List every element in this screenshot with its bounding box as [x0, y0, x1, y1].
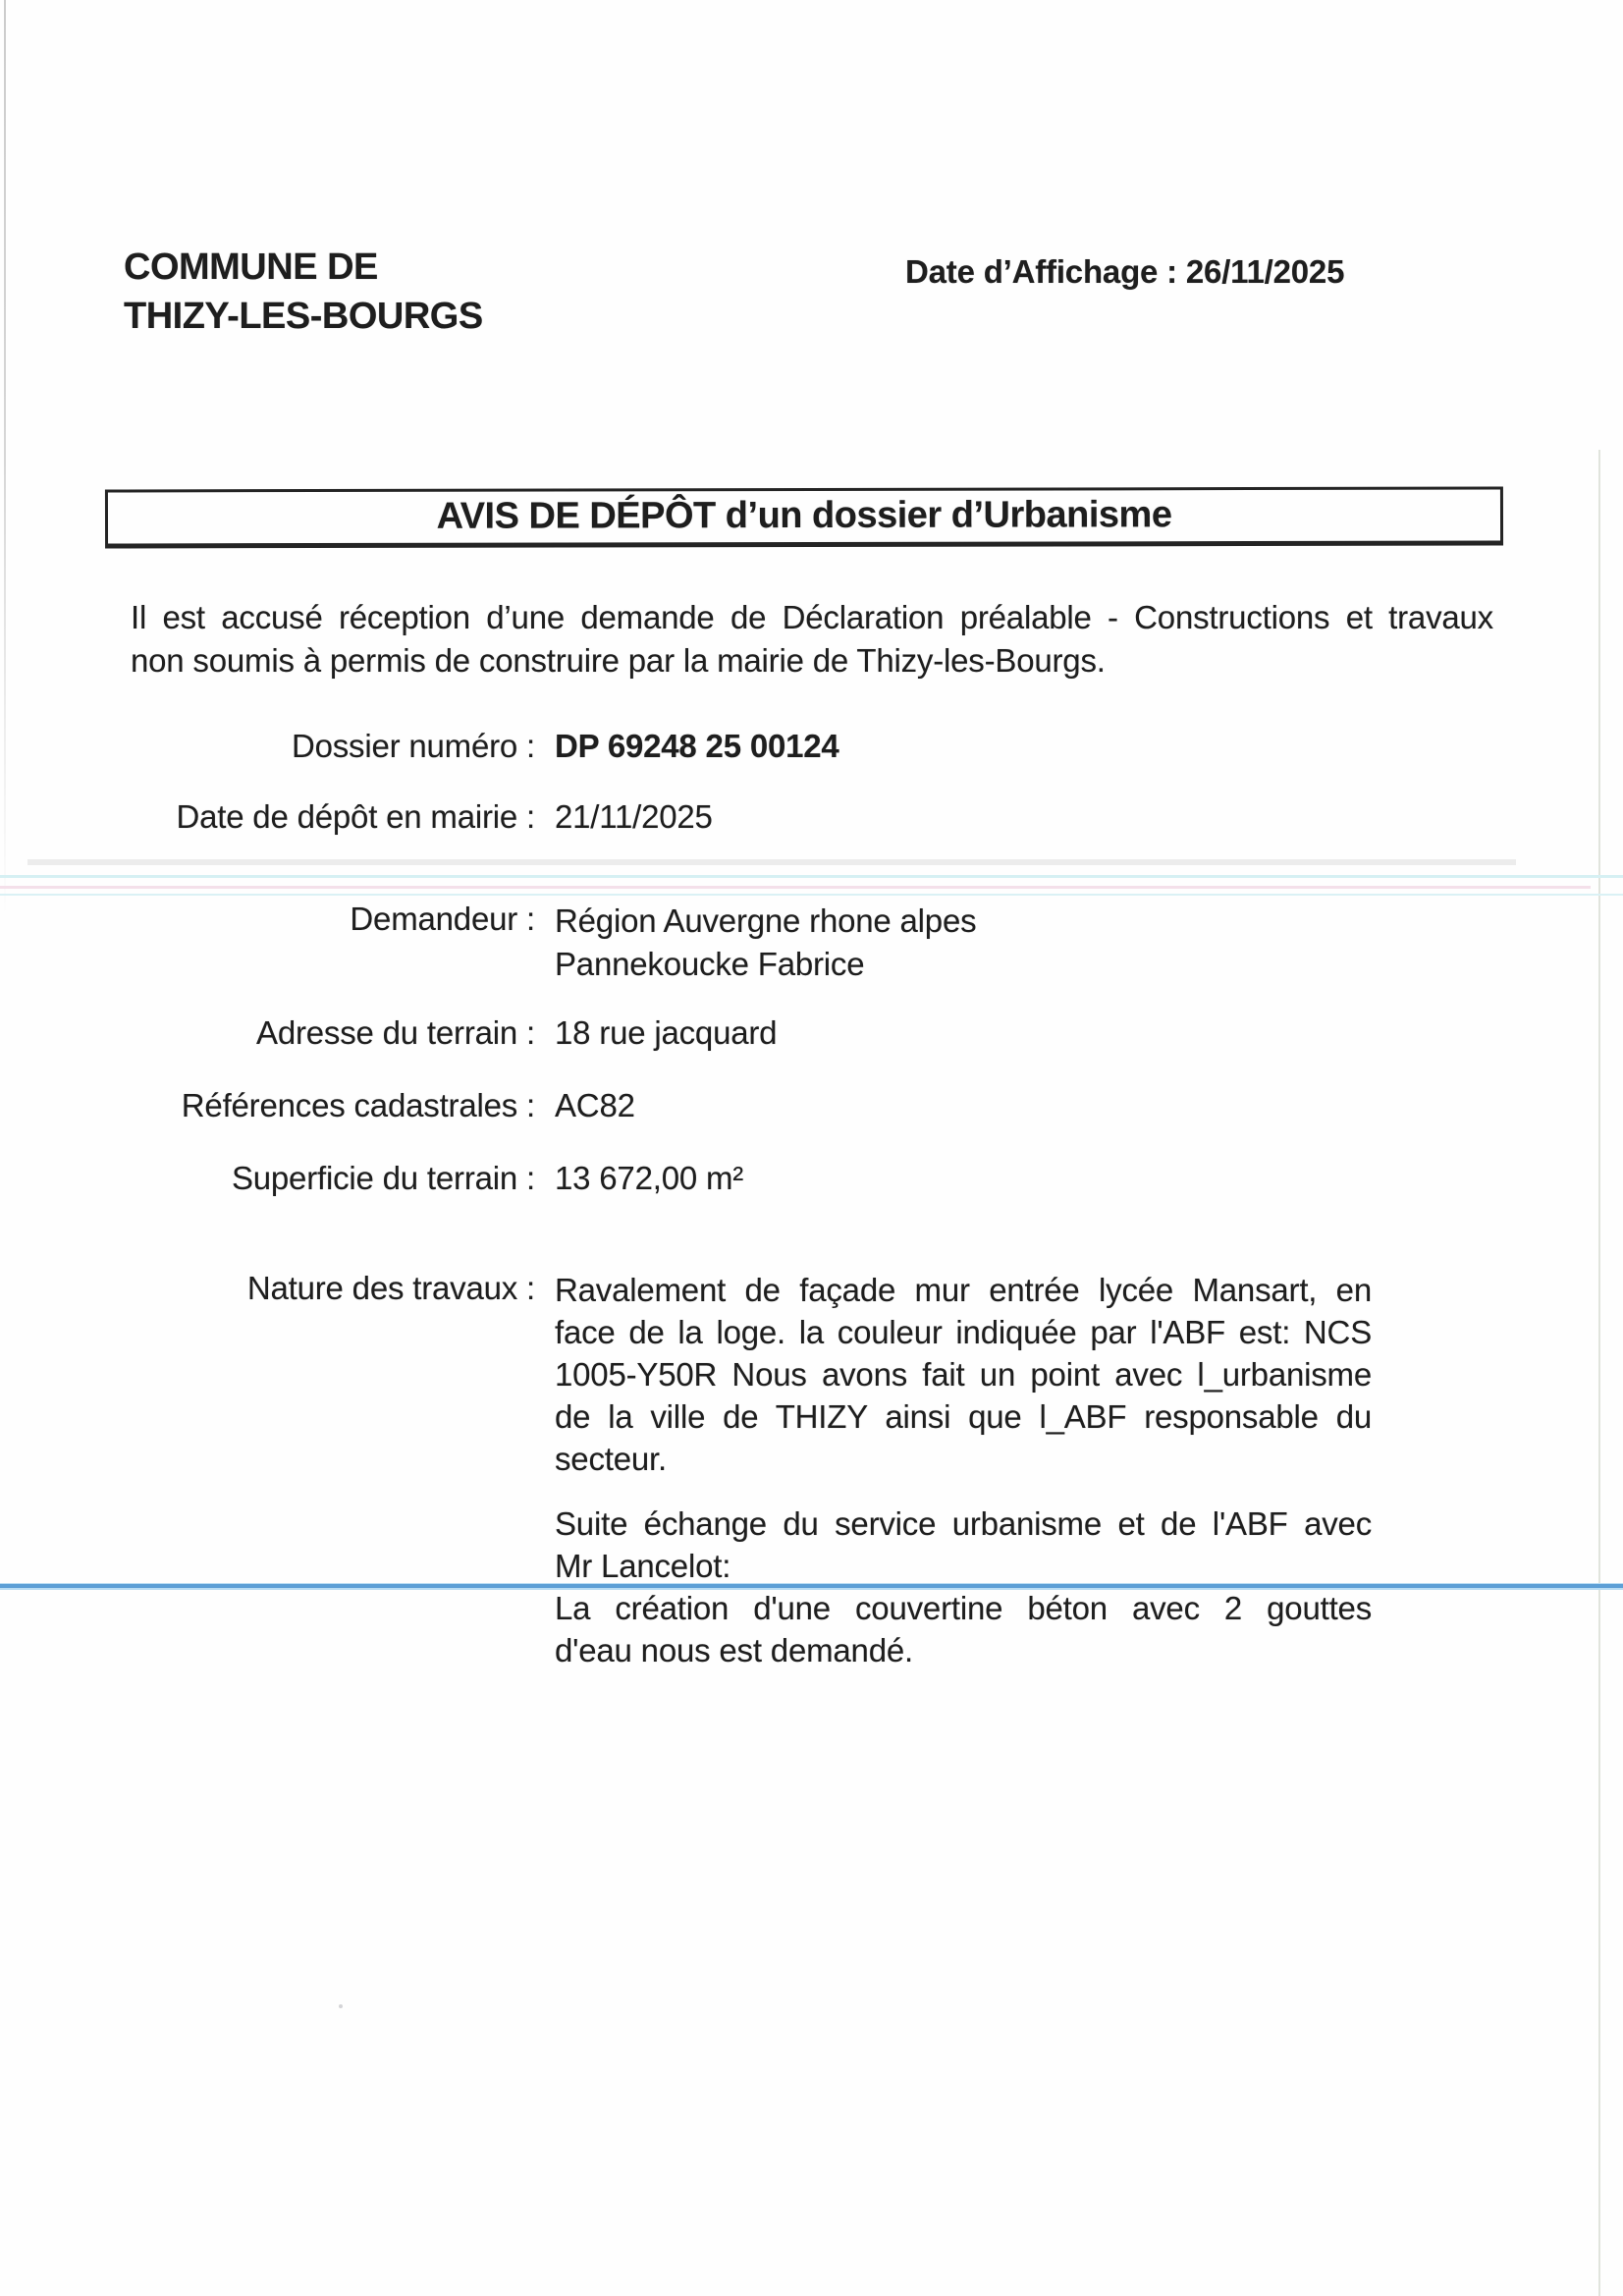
commune-name-line2: THIZY-LES-BOURGS	[124, 296, 483, 337]
title-box	[105, 487, 1503, 549]
references-label: Références cadastrales :	[181, 1087, 535, 1123]
date-affichage: Date d’Affichage : 26/11/2025	[905, 253, 1345, 290]
scan-dust-speck	[339, 2004, 343, 2008]
adresse-value: 18 rue jacquard	[555, 1014, 778, 1051]
references-value: AC82	[555, 1087, 635, 1123]
note-line-4: d'eau nous est demandé.	[555, 1632, 913, 1668]
dossier-value: DP 69248 25 00124	[555, 728, 839, 764]
note-paragraph	[555, 1503, 1372, 1671]
commune-header	[124, 243, 483, 341]
commune-name-line1: COMMUNE DE	[124, 246, 378, 288]
depot-label: Date de dépôt en mairie :	[176, 798, 535, 835]
scan-artifact-pink-line	[0, 886, 1591, 889]
nature-value	[555, 1269, 1372, 1480]
dossier-label: Dossier numéro :	[291, 728, 535, 764]
note-line-1: Suite échange du service urbanisme et de l'ABF avec	[555, 1505, 1372, 1542]
adresse-label: Adresse du terrain :	[256, 1014, 535, 1051]
scan-edge-line-right	[1598, 450, 1600, 2296]
demandeur-value	[555, 900, 1372, 986]
intro-paragraph	[131, 596, 1493, 683]
nature-line-3: 1005-Y50R Nous avons fait un point avec l_urbanisme	[555, 1356, 1372, 1393]
depot-value: 21/11/2025	[555, 798, 713, 835]
superficie-value: 13 672,00 m²	[555, 1160, 744, 1196]
nature-line-2: face de la loge. la couleur indiquée par l'ABF est: NCS	[555, 1314, 1372, 1350]
demandeur-value-line1: Région Auvergne rhone alpes	[555, 902, 977, 939]
intro-line-1: Il est accusé réception d’une demande de Déclaration préalable - Constructions et travaux	[131, 599, 1493, 635]
scan-artifact-gray-band	[27, 859, 1516, 865]
demandeur-label: Demandeur :	[350, 901, 535, 937]
scan-edge-line-left	[4, 0, 6, 2296]
scan-artifact-cyan-line-1	[0, 875, 1623, 878]
nature-line-5: secteur.	[555, 1441, 667, 1477]
nature-line-4: de la ville de THIZY ainsi que l_ABF responsable du	[555, 1398, 1372, 1435]
nature-label: Nature des travaux :	[246, 1270, 535, 1306]
intro-line-2: non soumis à permis de construire par la mairie de Thizy-les-Bourgs.	[131, 642, 1106, 679]
scan-artifact-cyan-line-2	[0, 894, 1623, 896]
superficie-label: Superficie du terrain :	[231, 1160, 535, 1196]
note-line-2: Mr Lancelot:	[555, 1548, 731, 1584]
demandeur-value-line2: Pannekoucke Fabrice	[555, 946, 865, 982]
document-title: AVIS DE DÉPÔT d’un dossier d’Urbanisme	[436, 493, 1172, 537]
note-line-3: La création d'une couvertine béton avec 2 gouttes	[555, 1590, 1372, 1626]
nature-line-1: Ravalement de façade mur entrée lycée Mansart, en	[555, 1272, 1372, 1308]
